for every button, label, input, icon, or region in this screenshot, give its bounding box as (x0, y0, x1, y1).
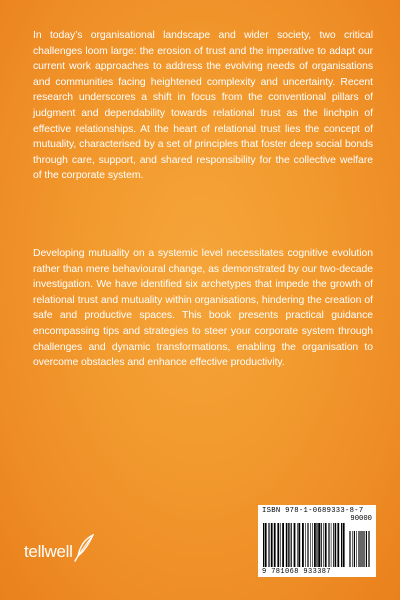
barcode-bar (314, 523, 316, 567)
barcode-bar (271, 523, 273, 567)
barcode-bar (341, 523, 342, 567)
barcode-bar (356, 531, 357, 567)
barcode-bar (291, 523, 292, 567)
barcode-bar (358, 531, 359, 567)
barcode-bar (307, 523, 308, 567)
barcode-bars (261, 523, 373, 567)
barcode-bar (294, 523, 296, 567)
barcode-bar (316, 523, 317, 567)
barcode-bar (312, 523, 313, 567)
barcode-bar (318, 523, 320, 567)
barcode-bar (362, 531, 363, 567)
barcode-bar (350, 531, 351, 567)
barcode-bar (354, 531, 355, 567)
feather-quill-icon (74, 534, 96, 562)
barcode-bar (364, 531, 365, 567)
blurb-paragraph-1: In today’s organisational landscape and wider society, two critical challenges loom large: the erosion of trust and the imperative to adapt our current work approaches to address the evolving needs of organisations and communities facing heightened complexity and uncertainty. Recent research underscores a shift in focus from the conventional pillars of judgment and dependability towards relational trust as the linchpin of effective relationships. At the heart of relational trust lies the concept of mutuality, characterised by a set of principles that foster deep social bonds through care, support, and shared responsibility for the collective welfare of the corporate system. (33, 30, 373, 182)
barcode-bar (310, 523, 311, 567)
barcode-bar (282, 523, 284, 567)
barcode-bar (360, 531, 361, 567)
barcode-bar (343, 523, 345, 567)
barcode-bar (305, 523, 306, 567)
barcode-bar (331, 523, 332, 567)
barcode-bar (298, 523, 300, 567)
ean-digits: 9 781068 933387 (262, 568, 332, 576)
price-code: 90000 (350, 515, 372, 523)
barcode-bar (337, 523, 339, 567)
barcode-bar (333, 523, 334, 567)
publisher-logo (24, 538, 96, 564)
isbn-label: ISBN 978-1-0689333-8-7 (262, 507, 364, 515)
barcode-bar (265, 523, 267, 567)
blurb-paragraph-2: Developing mutuality on a systemic level necessitates cognitive evolution rather than mere behavioural change, as demonstrated by our two-decade investigation. We have identified six archetypes that impede the growth of relational trust and mutuality within organisations, hindering the creation of safe and productive spaces. This book presents practical guidance encompassing tips and strategies to steer your corporate system through challenges and dynamic transformations, enabling the organisation to overcome obstacles and enhance effective productivity. (33, 248, 373, 369)
barcode-bar (366, 531, 367, 567)
barcode-bar (286, 523, 287, 567)
barcode-bar (277, 523, 279, 567)
barcode-bar (297, 523, 298, 567)
barcode-bar (289, 523, 290, 567)
barcode-bar (274, 523, 276, 567)
barcode-bar (288, 523, 289, 567)
barcode-bar (302, 523, 304, 567)
barcode-bar (335, 523, 336, 567)
barcode-bar (263, 523, 264, 567)
barcode-bar (352, 531, 353, 567)
publisher-name: tellwell (24, 542, 73, 561)
barcode-bar (321, 523, 322, 567)
barcode-bar (323, 523, 324, 567)
isbn-barcode (258, 505, 376, 577)
barcode-bar (280, 523, 281, 567)
barcode-bar (349, 531, 350, 567)
barcode-bar (368, 531, 369, 567)
barcode-bar (328, 523, 329, 567)
barcode-bar (268, 523, 269, 567)
barcode-bar (325, 523, 327, 567)
